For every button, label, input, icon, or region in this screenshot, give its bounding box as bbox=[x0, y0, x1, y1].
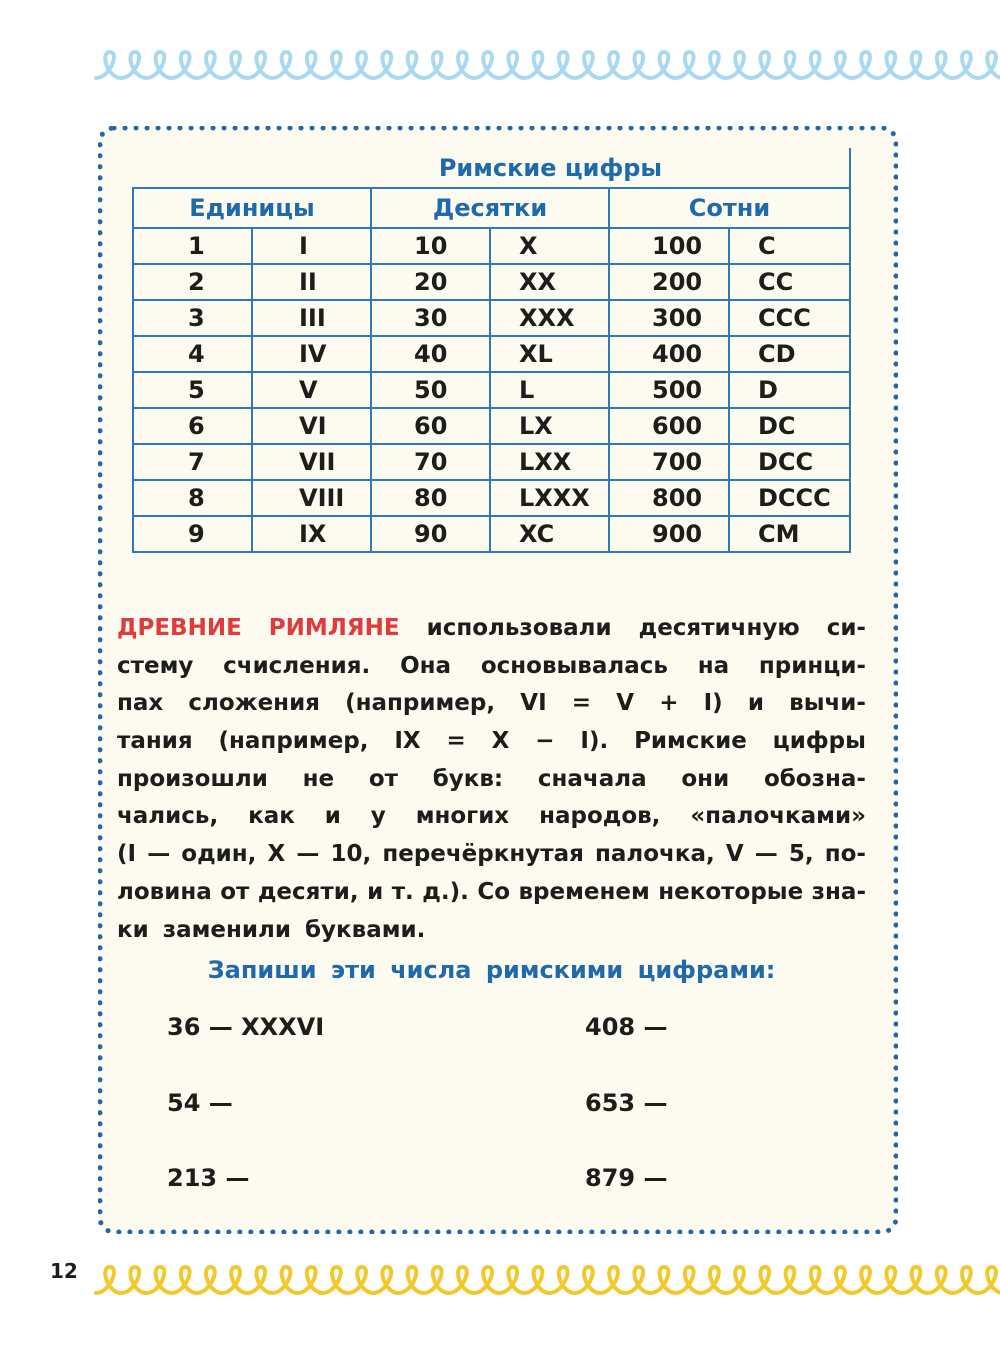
table-row bbox=[133, 480, 850, 516]
roman-number-cell: C bbox=[729, 228, 850, 264]
arabic-number-cell: 400 bbox=[609, 336, 729, 372]
paragraph-word: V bbox=[725, 841, 744, 868]
paragraph-word: буквами. bbox=[305, 916, 426, 943]
table-row bbox=[133, 264, 850, 300]
roman-number-cell: IV bbox=[252, 336, 371, 372]
paragraph-word: ки bbox=[117, 916, 149, 943]
arabic-number-cell: 2 bbox=[133, 264, 252, 300]
paragraph-line bbox=[117, 723, 866, 761]
paragraph-word: − bbox=[535, 728, 555, 755]
paragraph-word: тания bbox=[117, 728, 193, 755]
table-title: Римские цифры bbox=[252, 148, 850, 188]
paragraph-word: букв: bbox=[432, 765, 504, 792]
roman-number-cell: II bbox=[252, 264, 371, 300]
arabic-number-cell: 100 bbox=[609, 228, 729, 264]
paragraph-word: 5, bbox=[788, 841, 814, 868]
paragraph-word: чались, bbox=[117, 803, 219, 830]
paragraph-word: произошли bbox=[117, 765, 268, 792]
exercise-item: 653 — bbox=[585, 1089, 668, 1117]
paragraph-word: народов, bbox=[539, 803, 661, 830]
roman-number-cell: CD bbox=[729, 336, 850, 372]
highlight-word: ДРЕВНИЕ bbox=[117, 615, 242, 641]
paragraph-word: не bbox=[302, 765, 335, 792]
table-row bbox=[133, 408, 850, 444]
paragraph-word: по- bbox=[824, 841, 866, 868]
paragraph-word: X bbox=[491, 728, 510, 755]
paragraph-word: временем bbox=[518, 878, 650, 905]
paragraph-word: = bbox=[571, 690, 592, 717]
table-body bbox=[133, 228, 850, 552]
paragraph-word: у bbox=[370, 803, 386, 830]
arabic-number-cell: 5 bbox=[133, 372, 252, 408]
bottom-loop-border-icon bbox=[0, 1255, 1000, 1305]
header-units: Единицы bbox=[133, 188, 371, 228]
arabic-number-cell: 90 bbox=[371, 516, 490, 552]
roman-number-cell: XX bbox=[490, 264, 609, 300]
paragraph-word: Римские bbox=[634, 728, 747, 755]
paragraph-word: (I bbox=[117, 841, 137, 868]
roman-number-cell: XC bbox=[490, 516, 609, 552]
paragraph-word: принци- bbox=[758, 652, 866, 679]
paragraph-line bbox=[117, 874, 866, 912]
paragraph-word: как bbox=[248, 803, 295, 830]
header-hundreds: Сотни bbox=[609, 188, 850, 228]
header-tens: Десятки bbox=[371, 188, 609, 228]
paragraph-word: палочка, bbox=[594, 841, 715, 868]
roman-number-cell: VII bbox=[252, 444, 371, 480]
paragraph-word: I) bbox=[703, 690, 723, 717]
paragraph-line bbox=[117, 798, 866, 836]
arabic-number-cell: 7 bbox=[133, 444, 252, 480]
paragraph-word: си- bbox=[826, 615, 866, 641]
arabic-number-cell: 600 bbox=[609, 408, 729, 444]
roman-number-cell: I bbox=[252, 228, 371, 264]
paragraph-word: на bbox=[697, 652, 730, 679]
table-row bbox=[133, 336, 850, 372]
top-loop-border-icon bbox=[0, 40, 1000, 90]
paragraph-word: использовали bbox=[426, 615, 612, 641]
paragraph-word: некоторые bbox=[658, 878, 804, 905]
arabic-number-cell: 30 bbox=[371, 300, 490, 336]
paragraph-word: (например, bbox=[218, 728, 369, 755]
intro-paragraph bbox=[117, 610, 866, 949]
paragraph-word: ловина bbox=[117, 878, 212, 905]
arabic-number-cell: 1 bbox=[133, 228, 252, 264]
paragraph-word: V bbox=[616, 690, 635, 717]
exercise-item: 879 — bbox=[585, 1164, 668, 1192]
paragraph-word: т. bbox=[391, 878, 414, 905]
roman-number-cell: CC bbox=[729, 264, 850, 300]
paragraph-word: вычи- bbox=[789, 690, 866, 717]
paragraph-word: и bbox=[747, 690, 764, 717]
paragraph-word: стему bbox=[117, 652, 194, 679]
arabic-number-cell: 20 bbox=[371, 264, 490, 300]
paragraph-word: основывалась bbox=[480, 652, 668, 679]
roman-number-cell: III bbox=[252, 300, 371, 336]
paragraph-line bbox=[117, 912, 866, 950]
paragraph-word: Со bbox=[477, 878, 510, 905]
paragraph-word: д.). bbox=[422, 878, 469, 905]
table-title-spacer bbox=[133, 148, 252, 188]
paragraph-word: перечёркнутая bbox=[382, 841, 584, 868]
arabic-number-cell: 60 bbox=[371, 408, 490, 444]
arabic-number-cell: 80 bbox=[371, 480, 490, 516]
page-number: 12 bbox=[50, 1259, 78, 1283]
paragraph-word: IX bbox=[394, 728, 421, 755]
arabic-number-cell: 800 bbox=[609, 480, 729, 516]
arabic-number-cell: 3 bbox=[133, 300, 252, 336]
paragraph-word: сначала bbox=[537, 765, 647, 792]
exercise-item: 213 — bbox=[167, 1164, 250, 1192]
paragraph-word: (например, bbox=[345, 690, 496, 717]
roman-number-cell: DCCC bbox=[729, 480, 850, 516]
paragraph-word: заменили bbox=[162, 916, 291, 943]
paragraph-line bbox=[117, 836, 866, 874]
paragraph-word: + bbox=[659, 690, 679, 717]
arabic-number-cell: 4 bbox=[133, 336, 252, 372]
arabic-number-cell: 10 bbox=[371, 228, 490, 264]
roman-number-cell: DCC bbox=[729, 444, 850, 480]
paragraph-word: сложения bbox=[188, 690, 320, 717]
arabic-number-cell: 700 bbox=[609, 444, 729, 480]
exercise-item: 408 — bbox=[585, 1013, 668, 1041]
roman-number-cell: VIII bbox=[252, 480, 371, 516]
arabic-number-cell: 6 bbox=[133, 408, 252, 444]
paragraph-line bbox=[117, 648, 866, 686]
paragraph-word: и bbox=[367, 878, 384, 905]
arabic-number-cell: 50 bbox=[371, 372, 490, 408]
paragraph-word: десяти, bbox=[257, 878, 359, 905]
arabic-number-cell: 200 bbox=[609, 264, 729, 300]
roman-number-cell: D bbox=[729, 372, 850, 408]
paragraph-word: от bbox=[220, 878, 250, 905]
arabic-number-cell: 8 bbox=[133, 480, 252, 516]
table-row bbox=[133, 228, 850, 264]
paragraph-word: — bbox=[754, 841, 778, 868]
exercise-item: 36 — XXXVI bbox=[167, 1013, 325, 1041]
paragraph-word: и bbox=[324, 803, 341, 830]
roman-numerals-table bbox=[132, 148, 851, 553]
paragraph-word: один, bbox=[181, 841, 257, 868]
roman-number-cell: LX bbox=[490, 408, 609, 444]
roman-number-cell: VI bbox=[252, 408, 371, 444]
table-row bbox=[133, 444, 850, 480]
arabic-number-cell: 70 bbox=[371, 444, 490, 480]
roman-number-cell: XXX bbox=[490, 300, 609, 336]
table-row bbox=[133, 516, 850, 552]
paragraph-line bbox=[117, 761, 866, 799]
arabic-number-cell: 300 bbox=[609, 300, 729, 336]
table-row bbox=[133, 372, 850, 408]
paragraph-word: они bbox=[681, 765, 730, 792]
roman-number-cell: V bbox=[252, 372, 371, 408]
table-row bbox=[133, 300, 850, 336]
paragraph-word: цифры bbox=[772, 728, 866, 755]
roman-number-cell: LXX bbox=[490, 444, 609, 480]
paragraph-word: обозна- bbox=[763, 765, 866, 792]
paragraph-word: VI bbox=[520, 690, 547, 717]
paragraph-word: от bbox=[368, 765, 398, 792]
paragraph-line bbox=[117, 610, 866, 648]
paragraph-word: — bbox=[296, 841, 320, 868]
task-title: Запиши эти числа римскими цифрами: bbox=[207, 956, 776, 984]
arabic-number-cell: 40 bbox=[371, 336, 490, 372]
roman-number-cell: LXXX bbox=[490, 480, 609, 516]
roman-number-cell: CM bbox=[729, 516, 850, 552]
paragraph-word: X bbox=[267, 841, 286, 868]
paragraph-line bbox=[117, 685, 866, 723]
paragraph-word: — bbox=[147, 841, 171, 868]
roman-number-cell: X bbox=[490, 228, 609, 264]
roman-number-cell: DC bbox=[729, 408, 850, 444]
paragraph-word: 10, bbox=[330, 841, 372, 868]
paragraph-word: «палочками» bbox=[690, 803, 866, 830]
arabic-number-cell: 500 bbox=[609, 372, 729, 408]
roman-number-cell: XL bbox=[490, 336, 609, 372]
paragraph-word: многих bbox=[415, 803, 510, 830]
paragraph-word: зна- bbox=[811, 878, 866, 905]
roman-number-cell: CCC bbox=[729, 300, 850, 336]
arabic-number-cell: 900 bbox=[609, 516, 729, 552]
paragraph-word: Она bbox=[400, 652, 452, 679]
roman-number-cell: L bbox=[490, 372, 609, 408]
arabic-number-cell: 9 bbox=[133, 516, 252, 552]
exercise-item: 54 — bbox=[167, 1089, 233, 1117]
highlight-word: РИМЛЯНЕ bbox=[268, 615, 400, 641]
roman-number-cell: IX bbox=[252, 516, 371, 552]
paragraph-word: счисления. bbox=[223, 652, 371, 679]
paragraph-word: I). bbox=[580, 728, 609, 755]
paragraph-word: десятичную bbox=[638, 615, 800, 641]
paragraph-word: пах bbox=[117, 690, 164, 717]
paragraph-word: = bbox=[446, 728, 466, 755]
